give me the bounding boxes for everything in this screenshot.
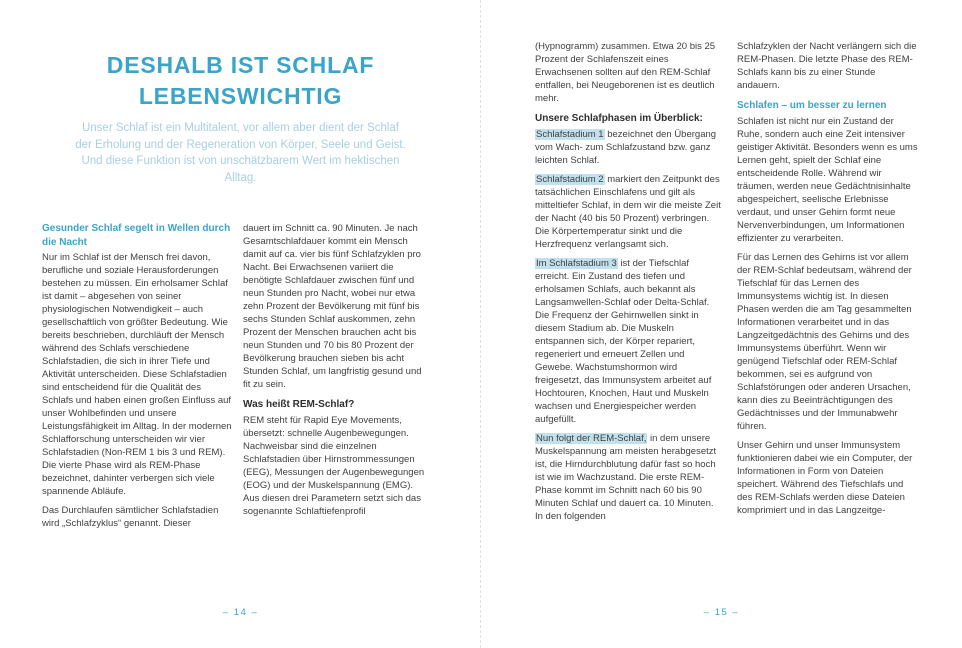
page-14-column-2 — [243, 222, 428, 604]
section-heading: Gesunder Schlaf segelt in Wellen durch die Nacht — [42, 223, 231, 248]
page-title-line1: DESHALB IST SCHLAF — [106, 52, 375, 78]
text-run: ist der Tiefschlaf erreicht. Ein Zustand des tiefen und erholsamen Schlafs, auch bekannt als Langsamwellen-Schlaf oder Delta-Schlaf. Die Frequenz der Gehirnwellen sinkt in diesem Stadium ab. Die Muskeln entspannen sich, der Körper repariert, regeneriert und erneuert Zellen und Gewebe. Wachstumshormon wird freigesetzt, das Immunsystem arbeitet auf Hochtouren, Knochen, Haut und Muskeln wachsen und Energiespeicher werden aufgefüllt. — [535, 257, 712, 425]
page-subtitle: Unser Schlaf ist ein Multitalent, vor allem aber dient der Schlaf der Erholung und der Regeneration von Körper, Seele und Geist. Und diese Funktion ist von unschätzbarem Wert im hektischen Alltag. — [75, 122, 406, 184]
page-number-14: – 14 – — [222, 607, 259, 618]
page-title-line2: LEBENSWICHTIG — [138, 83, 343, 109]
text-run: Schlafzyklen der Nacht verlängern sich die REM-Phasen. Die letzte Phase des REM-Schlafs kann bis zu einer Stunde andauern. — [737, 41, 917, 91]
paragraph — [737, 115, 920, 245]
section-heading: Unsere Schlafphasen im Überblick: — [535, 113, 703, 124]
highlighted-phrase: Nun folgt der REM-Schlaf, — [536, 432, 647, 444]
page-title — [0, 50, 481, 112]
page-number-15: – 15 – — [703, 607, 740, 618]
paragraph — [535, 432, 724, 523]
highlighted-phrase: Schlafstadium 1 — [536, 128, 604, 140]
paragraph — [42, 504, 234, 530]
paragraph — [737, 40, 920, 92]
highlighted-phrase: Im Schlafstadium 3 — [536, 257, 617, 269]
text-run: Das Durchlaufen sämtlicher Schlafstadien wird „Schlafzyklus“ genannt. Dieser — [42, 505, 219, 529]
paragraph — [535, 40, 724, 105]
text-run: dauert im Schnitt ca. 90 Minuten. Je nach Gesamtschlafdauer kommt ein Mensch damit auf ca. vier bis fünf Schlafzyklen pro Nacht. Bei Erwachsenen variiert die benötigte Schlafdauer zwischen fünf und neun Stunden pro Nacht, wobei nur etwa zehn Prozent der Bevölkerung mit fünf bis sechs Stunden Schlaf auskommen, zehn Prozent der Menschen brauchen acht bis neun Stunden und 70 bis 80 Prozent der Bevölkerung brauchen sieben bis acht Stunden Schlaf, um langfristig gesund und fit zu sein. — [243, 223, 422, 390]
page-15 — [481, 0, 962, 648]
section-heading: Was heißt REM-Schlaf? — [243, 399, 355, 410]
paragraph — [535, 128, 724, 167]
highlighted-phrase: Schlafstadium 2 — [536, 173, 604, 185]
text-run: in dem unsere Muskelspannung am meisten herabgesetzt ist, die Hirndurchblutung dafür fast so hoch ist wie im Wachzustand. Die erste REM-Phase kommt im Schnitt nach 60 bis 90 Minuten Schlaf und dauert ca. 10 Minuten. In den folgenden — [535, 432, 717, 522]
section-heading: Schlafen – um besser zu lernen — [737, 100, 887, 111]
text-run: Nur im Schlaf ist der Mensch frei davon, berufliche und soziale Herausforderungen bestehen zu müssen. Ein erholsamer Schlaf ist damit – abgesehen von seiner physiologischen Notwendigkeit – auch gesellschaftlich von größter Bedeutung. Wie bereits beschrieben, durchläuft der Mensch während des Schlafs verschiedene Schlafstadien, die sich in ihrer Tiefe und Aktivität unterscheiden. Diese Schlafstadien sind entscheidend für die Qualität des Schlafs und haben einen großen Einfluss auf unser Wohlbefinden und unsere Leistungsfähigkeit im Alltag. In der modernen Schlafforschung unterscheiden wir vier Schlafstadien (Non-REM 1 bis 3 und REM). Die vierte Phase wird als REM-Phase bezeichnet, dahinter verbergen sich viele spannende Abläufe. — [42, 252, 232, 497]
text-run: markiert den Zeitpunkt des tatsächlichen Einschlafens und gilt als mitteltiefer Schlaf, in dem wir die meiste Zeit der Nacht (40 bis 50 Prozent) verbringen. Die Körpertemperatur sinkt und die Herzfrequenz verlangsamt sich. — [535, 173, 721, 250]
paragraph — [243, 222, 428, 391]
paragraph — [737, 439, 920, 517]
text-run: (Hypnogramm) zusammen. Etwa 20 bis 25 Prozent der Schlafenszeit eines Erwachsenen sollten auf den REM-Schlaf entfallen, bei Neugeborenen ist es deutlich mehr. — [535, 41, 716, 104]
text-run: Unser Gehirn und unser Immunsystem funktionieren dabei wie ein Computer, der Informationen in Form von Dateien speichert. Während des Tiefschlafs und des REM-Schlafs werden diese Dateien komprimiert und in das Langzeitge- — [737, 439, 913, 516]
text-run: bezeichnet den Übergang vom Wach- zum Schlafzustand bzw. ganz leichten Schlaf. — [535, 128, 717, 166]
page-15-column-1 — [535, 40, 724, 598]
text-run: Schlafen ist nicht nur ein Zustand der Ruhe, sondern auch eine Zeit intensiver geistiger Aktivität. Besonders wenn es ums Lernen geht, spielt der Schlaf eine entscheidende Rolle. Während wir träumen, werden neue Gedächtnisinhalte abgespeichert, seelische Erlebnisse verdaut, und unser Gehirn formt neue Nervenverbindungen, um Informationen effizienter zu verarbeiten. — [737, 115, 918, 244]
paragraph — [535, 257, 724, 426]
text-run: REM steht für Rapid Eye Movements, übersetzt: schnelle Augenbewegungen. Nachweisbar sind die einzelnen Schlafstadien über Hirnstrommessungen (EEG), Messungen der Augenbewegungen (EOG) und der Muskelspannung (EMG). Aus diesen drei Parametern setzt sich das sogenannte Schlaftiefenprofil — [243, 414, 425, 517]
paragraph — [42, 251, 234, 498]
paragraph — [535, 173, 724, 251]
text-run: Für das Lernen des Gehirns ist vor allem der REM-Schlaf bedeutsam, während der Tiefschlaf für das Lernen des Immunsystems wichtig ist. In diesen Phasen werden die am Tag gesammelten Informationen verarbeitet und in das Langzeitgedächtnis des Gehirns und des Immunsystems überführt. Wenn wir genügend Tiefschlaf oder REM-Schlaf bekommen, sei es aufgrund von Schlafstörungen oder anderen Ursachen, kann dies zu Beeinträchtigungen des Gedächtnisses und der Immunabwehr führen. — [737, 251, 912, 432]
paragraph — [737, 251, 920, 433]
page-14-column-1 — [42, 222, 234, 604]
paragraph — [243, 414, 428, 518]
page-15-column-2 — [737, 40, 920, 598]
